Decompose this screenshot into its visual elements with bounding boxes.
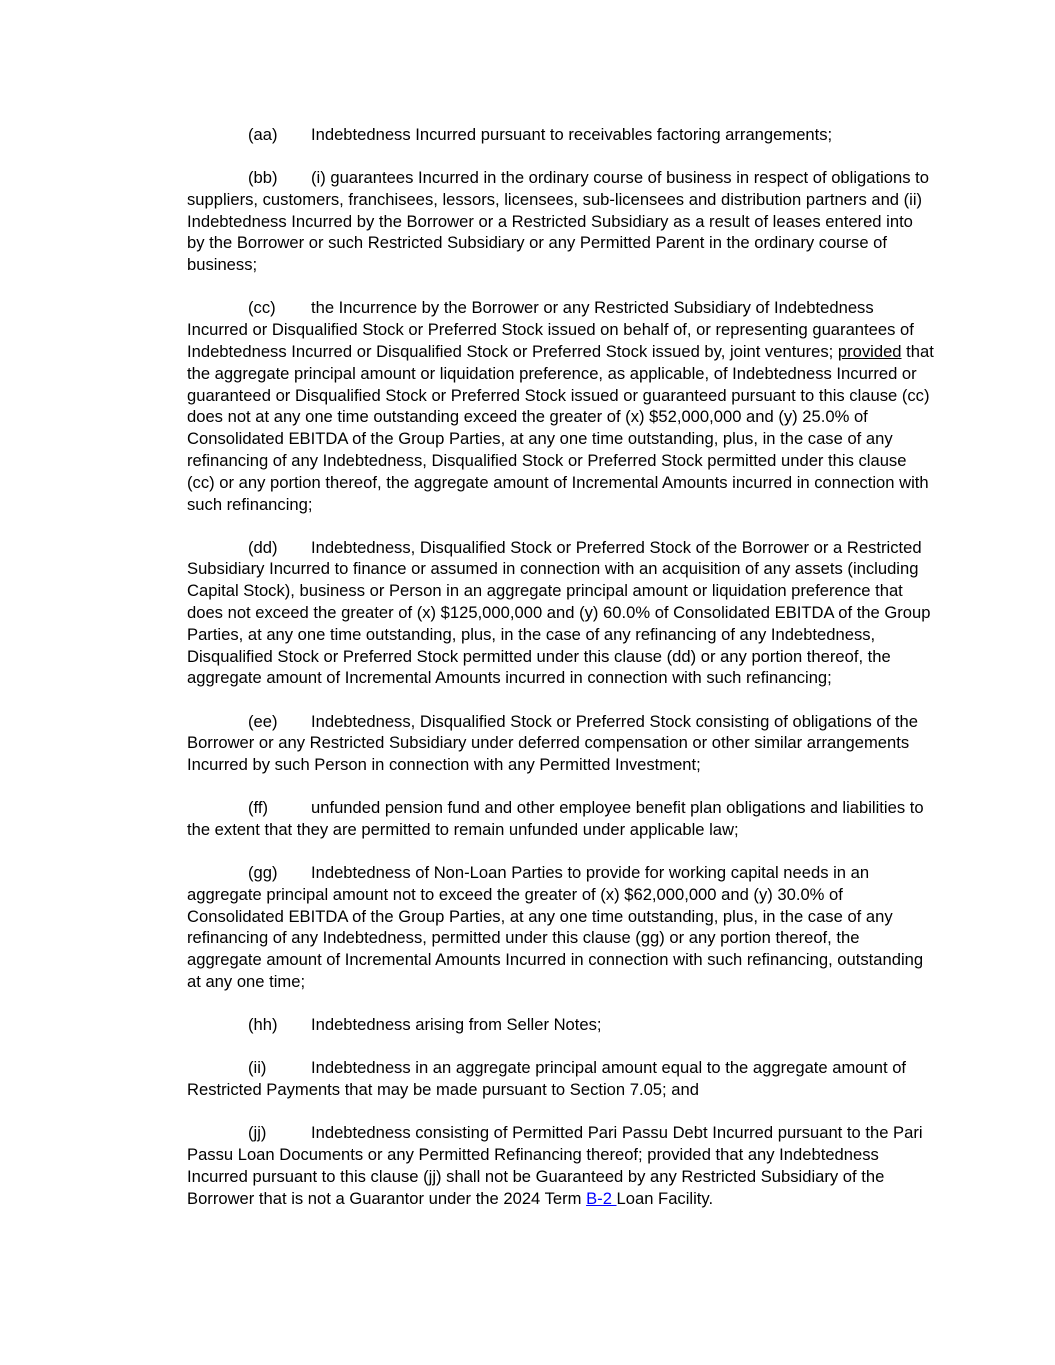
- clause-body: Indebtedness Incurred pursuant to receivables factoring arrangements;: [311, 125, 833, 144]
- clause-body-before: the Incurrence by the Borrower or any Restricted Subsidiary of Indebtedness Incurred or Disqualified Stock or Preferred Stock issued on behalf of, or representing guarantees of Indebtedness Incurred or Disqualified Stock or Preferred Stock issued by, joint ventures;: [187, 298, 914, 361]
- clause-label: (hh): [248, 1015, 278, 1035]
- clause-label: (ii): [248, 1058, 267, 1078]
- clause-label: (dd): [248, 537, 278, 557]
- clause-body: Indebtedness of Non-Loan Parties to provide for working capital needs in an aggregate principal amount not to exceed the greater of (x) $62,000,000 and (y) 30.0% of Consolidated EBITDA of the Group Parties, at any one time outstanding, plus, in the case of any refinancing of any Indebtedness, permitted under this clause (gg) or any portion thereof, the aggregate amount of Incremental Amounts Incurred in connection with such refinancing, outstanding at any one time;: [187, 863, 924, 992]
- b2-link[interactable]: B-2: [586, 1188, 617, 1208]
- clause-body: Indebtedness, Disqualified Stock or Preferred Stock consisting of obligations of the Borrower or any Restricted Subsidiary under deferred compensation or other similar arrangements Incurred by such Person in connection with any Permitted Investment;: [187, 711, 918, 775]
- clause-body-after: that the aggregate principal amount or liquidation preference, as applicable, of Indebtedness Incurred or guaranteed or Disqualified Stock or Preferred Stock issued or guaranteed pursuant to this clause (cc) does not at any one time outstanding exceed the greater of (x) $52,000,000 and (y) 25.0% of Consolidated EBITDA of the Group Parties, at any one time outstanding, plus, in the case of any refinancing of any Indebtedness, Disqualified Stock or Preferred Stock permitted under this clause (cc) or any portion thereof, the aggregate amount of Incremental Amounts incurred in connection with such refinancing;: [187, 341, 934, 514]
- clause-body: unfunded pension fund and other employee benefit plan obligations and liabilities to the extent that they are permitted to remain unfunded under applicable law;: [187, 798, 924, 839]
- clause-body-after: Loan Facility.: [616, 1188, 714, 1208]
- clause-dd: [187, 537, 934, 690]
- clause-gg: [187, 862, 934, 993]
- clause-label: (ee): [248, 711, 278, 731]
- clause-ee: [187, 711, 934, 776]
- clause-label: (bb): [248, 168, 278, 188]
- clause-label: (cc): [248, 298, 276, 318]
- clause-aa: [187, 124, 934, 146]
- document-page: [187, 124, 934, 1231]
- clause-body: Indebtedness, Disqualified Stock or Preferred Stock of the Borrower or a Restricted Subsidiary Incurred to finance or assumed in connection with an acquisition of any assets (including Capital Stock), business or Person in an aggregate principal amount or liquidation preference that does not exceed the greater of (x) $125,000,000 and (y) 60.0% of Consolidated EBITDA of the Group Parties, at any one time outstanding, plus, in the case of any refinancing of any Indebtedness, Disqualified Stock or Preferred Stock permitted under this clause (dd) or any portion thereof, the aggregate amount of Incremental Amounts incurred in connection with such refinancing;: [187, 537, 931, 688]
- clause-ii: [187, 1057, 934, 1101]
- clause-bb: [187, 167, 934, 276]
- clause-body: Indebtedness arising from Seller Notes;: [311, 1015, 602, 1035]
- clause-label: (ff): [248, 798, 268, 818]
- clause-hh: [187, 1014, 934, 1036]
- clause-body: (i) guarantees Incurred in the ordinary course of business in respect of obligations to suppliers, customers, franchisees, lessors, licensees, sub-licensees and distribution partners and (ii) Indebtedness Incurred by the Borrower or a Restricted Subsidiary as a result of leases entered into by the Borrower or such Restricted Subsidiary or any Permitted Parent in the ordinary course of business;: [187, 168, 929, 275]
- provided-term: provided: [837, 341, 902, 361]
- clause-ff: [187, 797, 934, 841]
- clause-label: (jj): [248, 1123, 267, 1143]
- clause-cc: [187, 297, 934, 515]
- clause-label: (gg): [248, 863, 278, 883]
- clause-jj: [187, 1122, 934, 1209]
- clause-body: Indebtedness in an aggregate principal amount equal to the aggregate amount of Restricted Payments that may be made pursuant to Section 7.05; and: [187, 1058, 907, 1100]
- clause-body-before: Indebtedness consisting of Permitted Pari Passu Debt Incurred pursuant to the Pari Passu Loan Documents or any Permitted Refinancing thereof; provided that any Indebtedness Incurred pursuant to this clause (jj) shall not be Guaranteed by any Restricted Subsidiary of the Borrower that is not a Guarantor under the 2024 Term: [187, 1123, 923, 1208]
- clause-label: (aa): [248, 125, 278, 144]
